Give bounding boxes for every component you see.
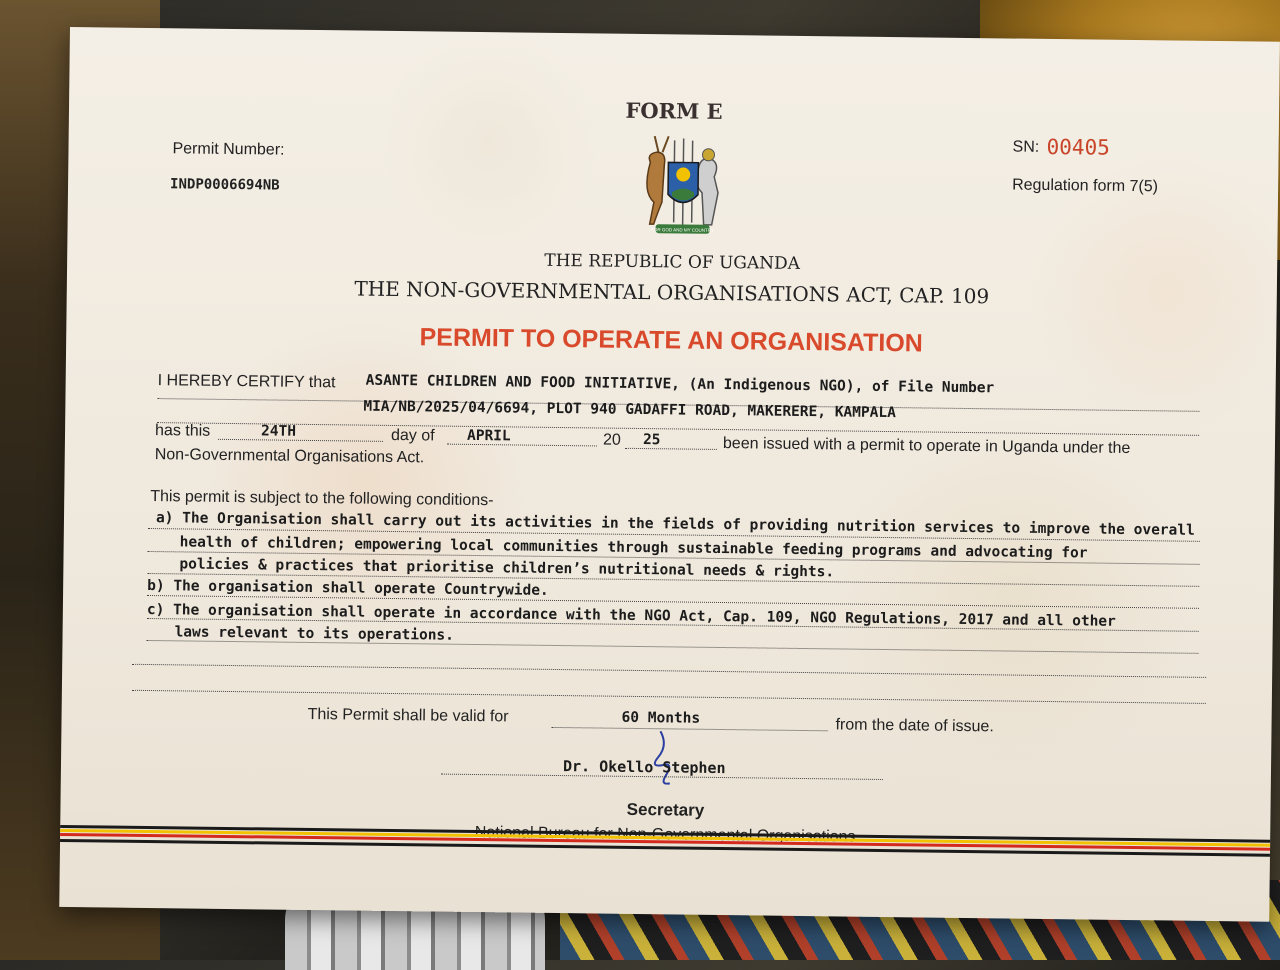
validity-tail: from the date of issue.: [835, 716, 994, 736]
issued-text: been issued with a permit to operate in Uganda under the: [722, 435, 1131, 457]
has-this-label: has this: [154, 422, 211, 440]
dotted-line: [625, 448, 717, 450]
act-title: THE NON-GOVERNMENTAL ORGANISATIONS ACT, CAP. 109: [354, 276, 990, 309]
republic-title: THE REPUBLIC OF UGANDA: [544, 250, 801, 274]
issue-day: 24TH: [260, 423, 297, 440]
coat-of-arms-motto: FOR GOD AND MY COUNTRY: [651, 227, 715, 233]
conditions-intro: This permit is subject to the following conditions-: [150, 488, 494, 510]
day-of-label: day of: [390, 426, 435, 445]
permit-heading: PERMIT TO OPERATE AN ORGANISATION: [419, 323, 923, 358]
dotted-line: [132, 690, 1206, 704]
permit-number-value: INDP0006694NB: [169, 176, 280, 194]
serial-number-value: 00405: [1046, 134, 1110, 160]
validity-duration: 60 Months: [621, 709, 701, 727]
certify-lead: I HEREBY CERTIFY that: [157, 372, 336, 392]
signatory-name: Dr. Okello Stephen: [562, 757, 726, 778]
condition-b: b) The organisation shall operate Countrywide.: [147, 577, 549, 599]
year-prefix: 20: [602, 431, 621, 449]
validity-lead: This Permit shall be valid for: [307, 705, 509, 726]
act-reference: Non-Governmental Organisations Act.: [154, 446, 425, 467]
condition-a-line-2: health of children; empowering local communities through sustainable feeding programs and advocating for: [179, 534, 1088, 562]
organisation-line-2: MIA/NB/2025/04/6694, PLOT 940 GADAFFI ROAD, MAKERERE, KAMPALA: [363, 398, 896, 422]
dotted-line: [132, 664, 1206, 678]
dotted-line: [551, 727, 827, 731]
regulation-form-label: Regulation form 7(5): [1012, 176, 1159, 196]
condition-a-line-3: policies & practices that prioritise children’s nutritional needs & rights.: [179, 556, 835, 581]
condition-c-line-2: laws relevant to its operations.: [174, 624, 455, 644]
permit-number-label: Permit Number:: [172, 140, 285, 159]
dotted-line: [157, 422, 1199, 436]
dotted-line: [218, 439, 383, 442]
dotted-line: [147, 640, 1199, 654]
organisation-line-1: ASANTE CHILDREN AND FOOD INITIATIVE, (An Indigenous NGO), of File Number: [365, 372, 995, 397]
form-title: FORM E: [625, 97, 723, 124]
dotted-line: [447, 444, 597, 447]
issue-month: APRIL: [466, 427, 511, 445]
permit-document: [59, 27, 1280, 922]
condition-c-line-1: c) The organisation shall operate in accordance with the NGO Act, Cap. 109, NGO Regulations, 2017 and all other: [146, 601, 1116, 630]
serial-number-label: SN:: [1012, 138, 1040, 156]
condition-a-line-1: a) The Organisation shall carry out its activities in the fields of providing nutrition services to improve the overall: [155, 510, 1195, 539]
signatory-title: Secretary: [626, 799, 705, 820]
coat-of-arms-icon: [627, 132, 738, 241]
issue-year: 25: [642, 432, 661, 449]
